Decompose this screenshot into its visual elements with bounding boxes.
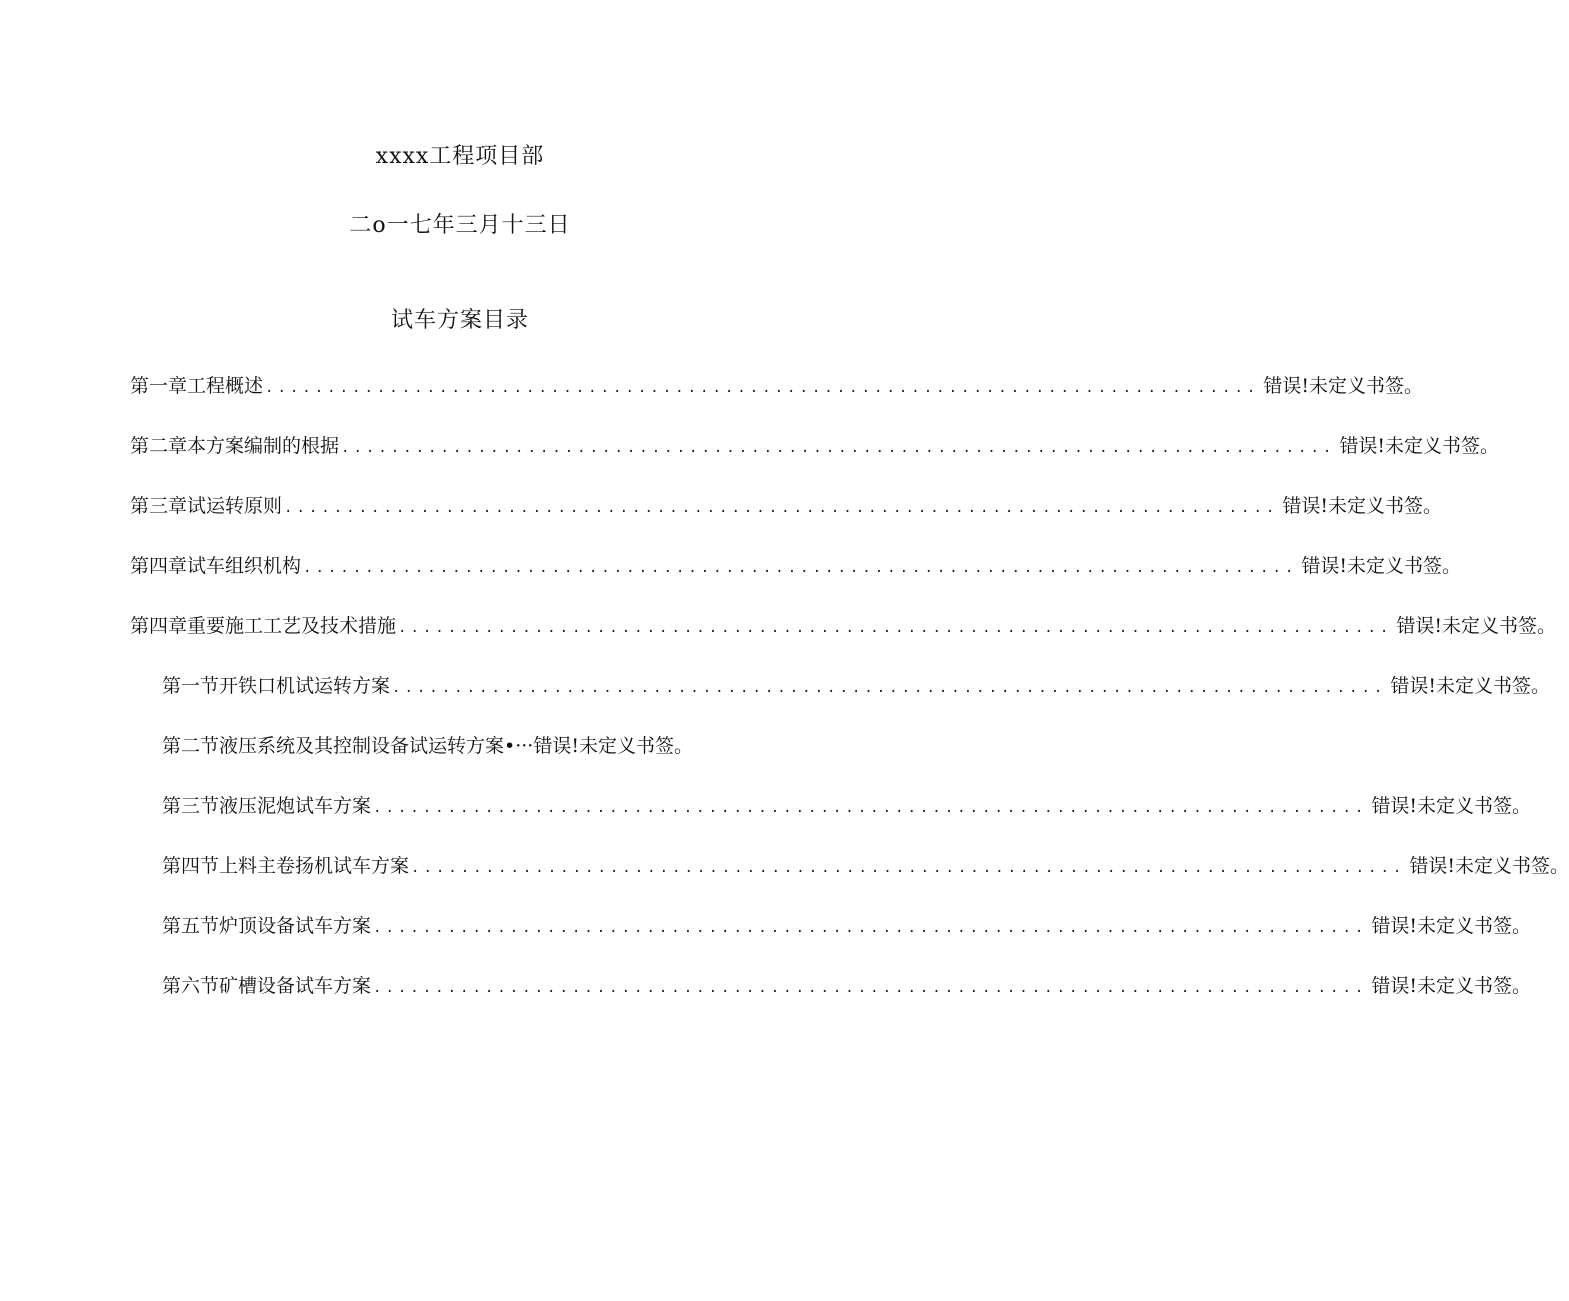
toc-entry-label: 第二章本方案编制的根据 [130, 435, 340, 457]
toc-entry[interactable] [130, 552, 1461, 580]
toc-entry-label: 第五节炉顶设备试车方案 [162, 915, 372, 937]
toc-entry-page: 错误!未定义书签。 [1301, 555, 1461, 577]
toc-entry-label: 第四节上料主卷扬机试车方案 [162, 855, 410, 877]
toc-entry[interactable] [130, 372, 1423, 400]
toc-leader: ................................................................................ [373, 920, 1368, 936]
toc-entry[interactable] [162, 792, 1531, 820]
toc-entry[interactable] [162, 972, 1531, 1000]
toc-entry-label: 第四章试车组织机构 [130, 555, 302, 577]
toc-entry-label: 第六节矿槽设备试车方案 [162, 975, 372, 997]
toc-leader: •··· [504, 735, 534, 757]
toc-title: 试车方案目录 [390, 308, 529, 333]
toc-entry-label: 第二节液压系统及其控制设备试运转方案 [162, 735, 505, 757]
toc-leader: ................................................................................ [392, 680, 1387, 696]
toc-entry-page: 错误!未定义书签。 [1409, 855, 1569, 877]
toc-entry-label: 第一章工程概述 [130, 375, 264, 397]
toc-entry-page: 错误!未定义书签。 [1390, 675, 1550, 697]
toc-entry[interactable] [162, 912, 1531, 940]
toc-entry[interactable] [162, 732, 693, 760]
toc-entry-label: 第三节液压泥炮试车方案 [162, 795, 372, 817]
toc-leader: ................................................................................ [284, 500, 1279, 516]
document-date: 二o一七年三月十三日 [349, 213, 571, 238]
toc-entry[interactable] [130, 432, 1499, 460]
toc-entry[interactable] [130, 492, 1442, 520]
toc-entry-page: 错误!未定义书签。 [1371, 915, 1531, 937]
toc-entry-page: 错误!未定义书签。 [1371, 795, 1531, 817]
toc-entry-page: 错误!未定义书签。 [1371, 975, 1531, 997]
toc-entry[interactable] [162, 852, 1569, 880]
toc-entry-label: 第四章重要施工工艺及技术措施 [130, 615, 397, 637]
toc-leader: ................................................................................ [411, 860, 1406, 876]
toc-entry-page: 错误!未定义书签。 [533, 735, 693, 757]
toc-leader: ................................................................................ [398, 620, 1393, 636]
toc-leader: ................................................................................ [341, 440, 1336, 456]
toc-entry-label: 第三章试运转原则 [130, 495, 283, 517]
toc-entry-page: 错误!未定义书签。 [1263, 375, 1423, 397]
toc-entry-label: 第一节开铁口机试运转方案 [162, 675, 391, 697]
toc-leader: ................................................................................ [265, 380, 1260, 396]
toc-leader: ................................................................................ [373, 980, 1368, 996]
organization-name: xxxx工程项目部 [375, 144, 545, 169]
toc-entry-page: 错误!未定义书签。 [1282, 495, 1442, 517]
toc-entry-page: 错误!未定义书签。 [1339, 435, 1499, 457]
toc-entry-page: 错误!未定义书签。 [1396, 615, 1556, 637]
toc-leader: ................................................................................ [303, 560, 1298, 576]
toc-entry[interactable] [162, 672, 1550, 700]
toc-entry[interactable] [130, 612, 1556, 640]
toc-leader: ................................................................................ [373, 800, 1368, 816]
